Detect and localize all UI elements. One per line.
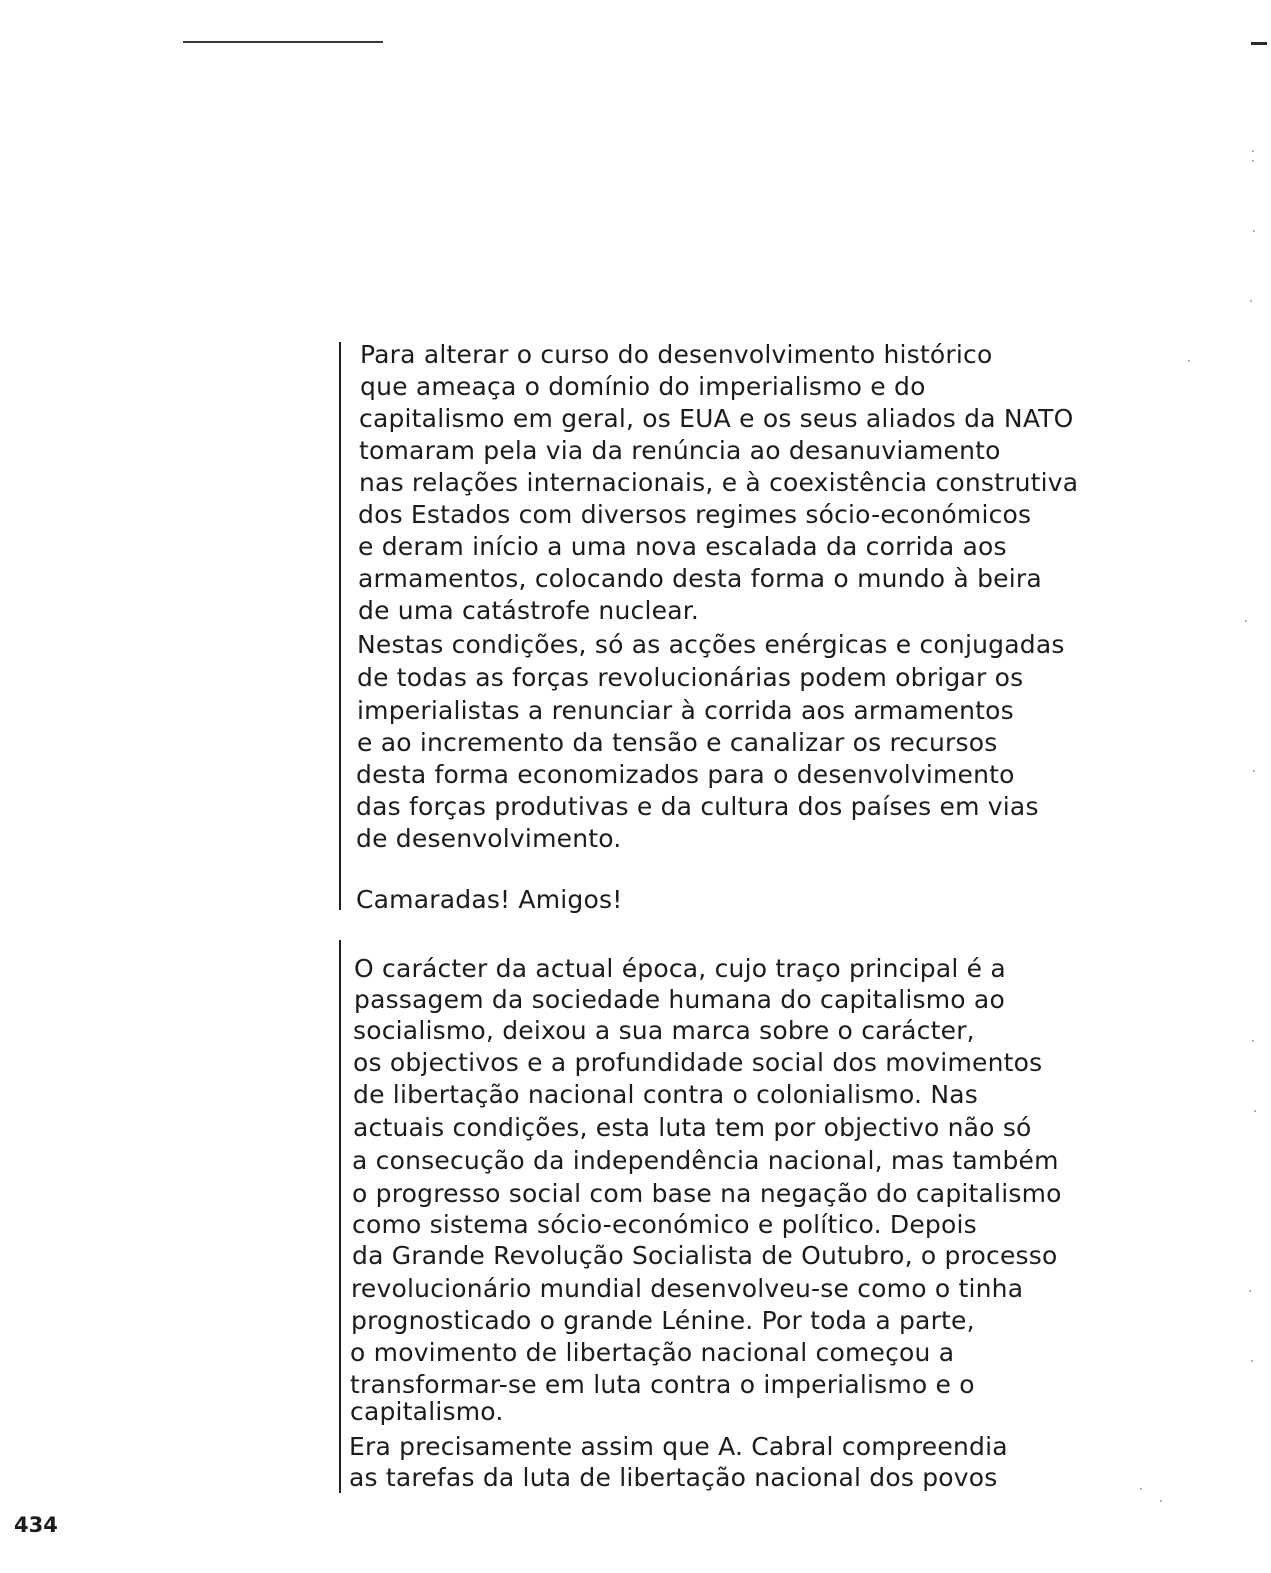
text-line: o progresso social com base na negação do capitalismo xyxy=(352,1179,1062,1208)
text-line: dos Estados com diversos regimes sócio-económicos xyxy=(358,500,1032,529)
text-line: e deram início a uma nova escalada da corrida aos xyxy=(358,532,1007,561)
text-line: de uma catástrofe nuclear. xyxy=(358,596,700,625)
text-line: imperialistas a renunciar à corrida aos armamentos xyxy=(357,696,1014,725)
text-line: prognosticado o grande Lénine. Por toda a parte, xyxy=(351,1306,975,1335)
text-line: armamentos, colocando desta forma o mundo à beira xyxy=(358,564,1042,593)
text-line: Para alterar o curso do desenvolvimento histórico xyxy=(360,340,993,369)
text-line: de desenvolvimento. xyxy=(356,824,622,853)
text-line: a consecução da independência nacional, mas também xyxy=(352,1146,1059,1175)
text-line: da Grande Revolução Socialista de Outubro, o processo xyxy=(352,1241,1058,1270)
text-line: de todas as forças revolucionárias podem obrigar os xyxy=(357,663,1024,692)
text-line: socialismo, deixou a sua marca sobre o carácter, xyxy=(353,1016,975,1045)
text-line: transformar-se em luta contra o imperialismo e o xyxy=(350,1370,975,1399)
text-line: revolucionário mundial desenvolveu-se como o tinha xyxy=(351,1274,1024,1303)
margin-bar-upper xyxy=(339,342,341,910)
text-line: passagem da sociedade humana do capitalismo ao xyxy=(354,985,1005,1014)
top-rule xyxy=(183,41,383,43)
text-line: de libertação nacional contra o colonialismo. Nas xyxy=(353,1080,978,1109)
text-line: capitalismo em geral, os EUA e os seus aliados da NATO xyxy=(359,404,1074,433)
text-line: O carácter da actual época, cujo traço principal é a xyxy=(354,954,1006,983)
text-line: Nestas condições, só as acções enérgicas e conjugadas xyxy=(357,630,1065,659)
text-line: nas relações internacionais, e à coexistência construtiva xyxy=(359,468,1079,497)
text-line: das forças produtivas e da cultura dos países em vias xyxy=(356,792,1039,821)
page-number: 434 xyxy=(14,1513,58,1537)
text-line: os objectivos e a profundidade social dos movimentos xyxy=(353,1048,1043,1077)
text-line: actuais condições, esta luta tem por objectivo não só xyxy=(353,1113,1032,1142)
text-line: e ao incremento da tensão e canalizar os recursos xyxy=(357,728,998,757)
text-line: o movimento de libertação nacional começou a xyxy=(350,1338,955,1367)
text-line: tomaram pela via da renúncia ao desanuviamento xyxy=(359,436,1001,465)
text-line: capitalismo. xyxy=(350,1397,504,1426)
text-line: desta forma economizados para o desenvolvimento xyxy=(356,760,1015,789)
corner-dash xyxy=(1251,42,1267,45)
text-line: as tarefas da luta de libertação nacional dos povos xyxy=(349,1463,998,1492)
margin-bar-lower xyxy=(339,940,341,1493)
text-line: Era precisamente assim que A. Cabral compreendia xyxy=(349,1432,1008,1461)
text-line: que ameaça o domínio do imperialismo e do xyxy=(360,372,926,401)
text-line: Camaradas! Amigos! xyxy=(356,885,623,914)
text-line: como sistema sócio-económico e político. Depois xyxy=(352,1210,977,1239)
